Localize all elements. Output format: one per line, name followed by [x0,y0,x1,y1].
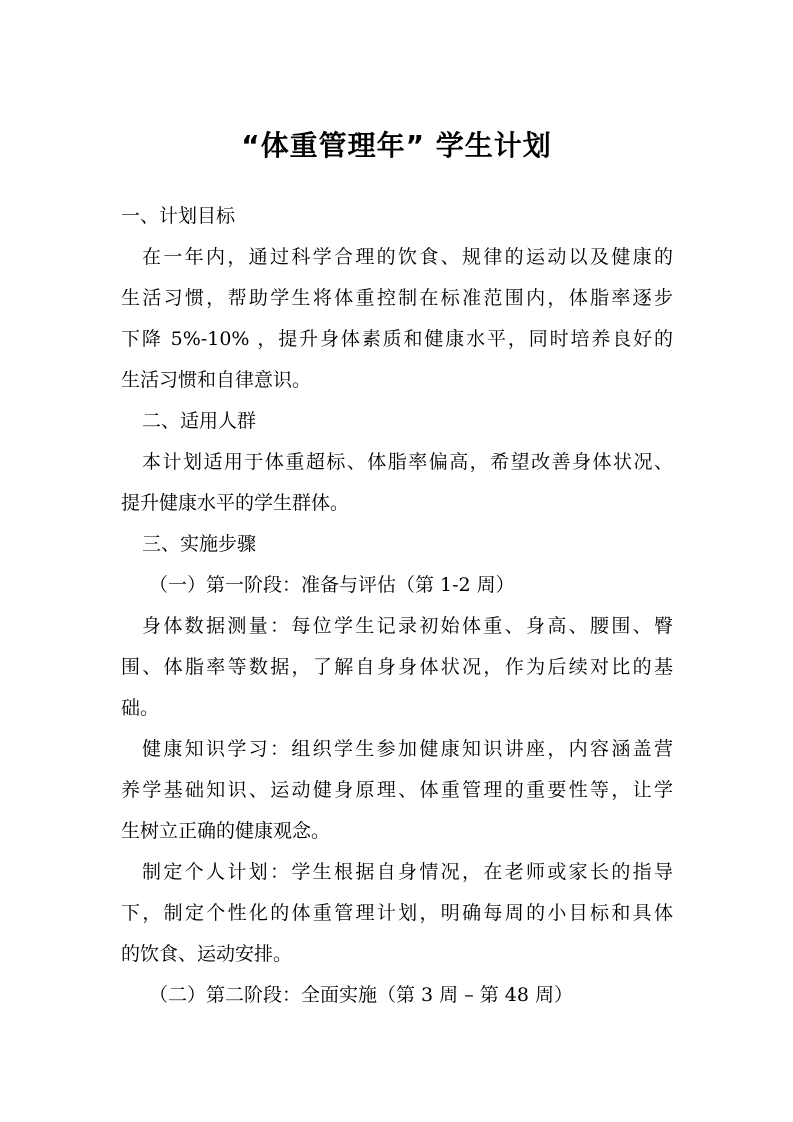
subsection-heading-phase-1: （一）第一阶段：准备与评估（第 1-2 周） [149,574,515,596]
paragraph-line: 在一年内，通过科学合理的饮食、规律的运动以及健康的 [142,246,673,268]
section-heading-goal: 一、计划目标 [121,205,236,227]
paragraph-line: 生活习惯和自律意识。 [121,369,312,391]
section-heading-steps: 三、实施步骤 [142,533,257,555]
section-heading-audience: 二、适用人群 [142,410,257,432]
paragraph-line: 养学基础知识、运动健身原理、体重管理的重要性等，让学 [121,779,673,801]
paragraph-line: 础。 [121,697,160,719]
document-title: “体重管理年” 学生计划 [241,129,552,162]
paragraph-line: 生树立正确的健康观念。 [121,820,331,842]
paragraph-line: 制定个人计划：学生根据自身情况，在老师或家长的指导 [142,861,673,883]
paragraph-line: 下降 5%-10% ，提升身体素质和健康水平，同时培养良好的 [121,328,673,350]
paragraph-line: 提升健康水平的学生群体。 [121,492,350,514]
document-body [121,196,673,1016]
paragraph-line: 生活习惯，帮助学生将体重控制在标准范围内，体脂率逐步 [121,287,673,309]
paragraph-line: 身体数据测量：每位学生记录初始体重、身高、腰围、臀 [142,615,673,637]
paragraph-line: 健康知识学习：组织学生参加健康知识讲座，内容涵盖营 [142,738,673,760]
subsection-heading-phase-2: （二）第二阶段：全面实施（第 3 周 – 第 48 周） [149,984,574,1006]
paragraph-line: 本计划适用于体重超标、体脂率偏高，希望改善身体状况、 [142,451,673,473]
paragraph-line: 的饮食、运动安排。 [121,943,293,965]
paragraph-line: 下，制定个性化的体重管理计划，明确每周的小目标和具体 [121,902,673,924]
paragraph-line: 围、体脂率等数据，了解自身身体状况，作为后续对比的基 [121,656,673,678]
